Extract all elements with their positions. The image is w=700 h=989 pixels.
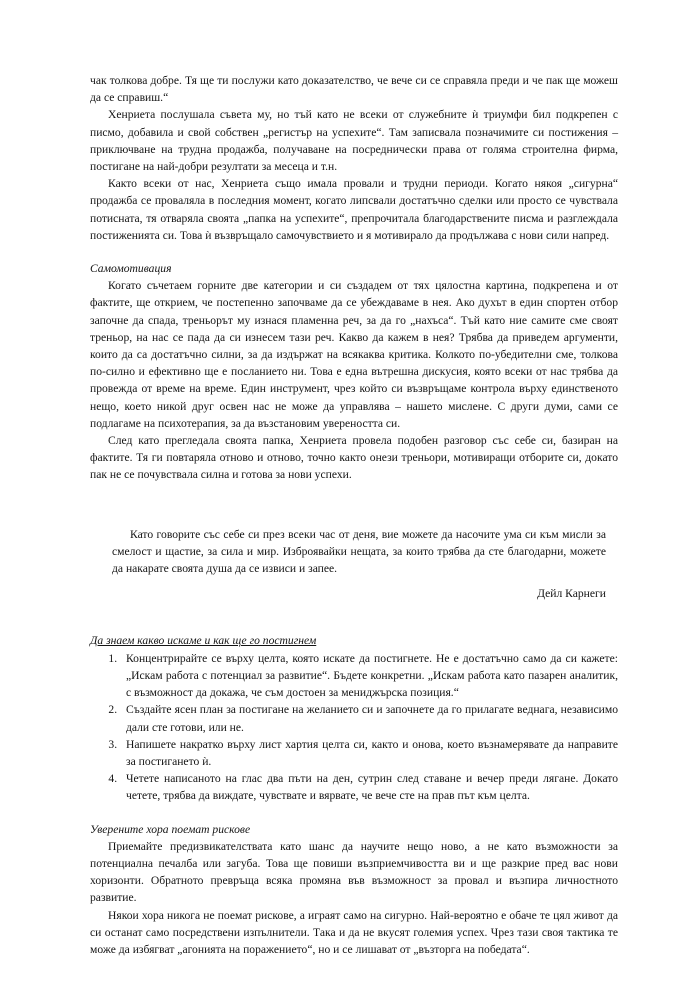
quote-text: Като говорите със себе си през всеки час от деня, вие можете да насочите ума си към мисли за смелост и щастие, за сила и мир. Изброявайки нещата, за които трябва да сте благодарни, можете да накарате своята душа да се извиси и запее. [112,527,606,576]
page-body [90,72,618,958]
heading-risk: Уверените хора поемат рискове [90,822,251,836]
heading-self-motivation: Самомотивация [90,262,172,276]
spacer [90,484,618,526]
list-item: 2. Създайте ясен план за постигане на желанието си и започнете да го прилагате веднага, независимо дали сте готови, или не. [120,701,618,735]
quote-author: Дейл Карнеги [537,587,606,601]
spacer [90,602,618,632]
paragraph-risk-1: Приемайте предизвикателствата като шанс да научите нещо ново, а не като възможности за потенциална печалба или загуба. Това ще повиши възприемчивостта ви и ще разкрие пред вас нови хоризонти. Обратното превръща всяка промяна във възможност за провал и възпира личностното развитие. [90,839,618,905]
paragraph-risk-2: Някои хора никога не поемат рискове, а играят само на сигурно. Най-вероятно е обаче те цял живот да си останат само посредствени изпълнители. Така и да не вкусят големия успех. Чрез тази своя тактика те може да избягват „агонията на поражението“, но и се лишават от „възторга на победата“. [90,908,618,956]
paragraph-intro-tail: чак толкова добре. Тя ще ти послужи като доказателство, че вече си се справяла преди и че пак ще можеш да се справиш.“ [90,74,618,105]
list-item: 4. Четете написаното на глас два пъти на ден, сутрин след ставане и вечер преди лягане. Докато четете, трябва да виждате, чувствате и вярвате, че вече сте на прав път към целта. [120,770,618,804]
heading-goals: Да знаем какво искаме и как ще го постигнем [90,634,317,648]
spacer [90,244,618,260]
paragraph-henrieta-advice: Хенриета послушала съвета му, но тъй като не всеки от служебните ѝ триумфи бил подкрепен с писмо, добавила и свой собствен „регистър на успехите“. Там записвала позначимите си постижения – приключване на трудна продажба, получаване на посреднически права от голяма строителна фирма, постигане на най-добри резултати за месеца и т.н. [90,108,618,174]
list-item: 3. Напишете накратко върху лист хартия целта си, както и онова, което възнамерявате да направите за постигането ѝ. [120,736,618,770]
paragraph-henrieta-failures: Както всеки от нас, Хенриета също имала провали и трудни периоди. Когато някоя „сигурна“ продажба се провaляла в последния момент, когато липсвали достатъчно сделки или просто се чувствала потисната, тя отваряла своята „папка на успехите“, препрочитала благодарствените писма и разглеждала постиженията си. Това ѝ възвръщало самочувствието и я мотивирало да продължава с нови сили напред. [90,177,618,242]
spacer [90,805,618,821]
list-item: 1. Концентрирайте се върху целта, която искате да постигнете. Не е достатъчно само да си кажете: „Искам работа с потенциал за развитие“. Бъдете конкретни. „Искам работа като пазарен аналитик, с възможност да докажа, че съм достоен за мениджърска позиция.“ [120,650,618,702]
paragraph-self-motivation-1: Когато съчетаем горните две категории и си създадем от тях цялостна картина, подкрепена и от фактите, ще открием, че постепенно започваме да се убеждаваме в нея. Ако духът в един спортен отбор започне да спада, треньорът му изнася пламенна реч, за да го „нахъса“. Тъй като ние самите сме своят треньор, на нас се пада да си изнесем тази реч. Какво да кажем в нея? Трябва да приведем аргументи, които да са достатъчно силни, за да издържат на всякаква критика. Колкото по-убедителни сме, толкова по-силно и ефективно ще е посланието ни. Това е една вътрешна дискусия, която всеки от нас трябва да провежда от време на време. Един инструмент, чрез който си възвръщаме контрола върху единственото нещо, което никой друг освен нас не може да управлява – нашето мислене. С други думи, сами се подлагаме на психотерапия, за да възстановим увереността си. [90,279,618,430]
paragraph-self-motivation-2: След като прегледала своята папка, Хенриета провела подобен разговор със себе си, базиран на фактите. Тя ги повтаряла отново и отново, точно както онези треньори, мотивиращи отборите си, докато пак не се почувствала силна и готова за нови успехи. [90,434,618,482]
goals-list [90,650,618,805]
